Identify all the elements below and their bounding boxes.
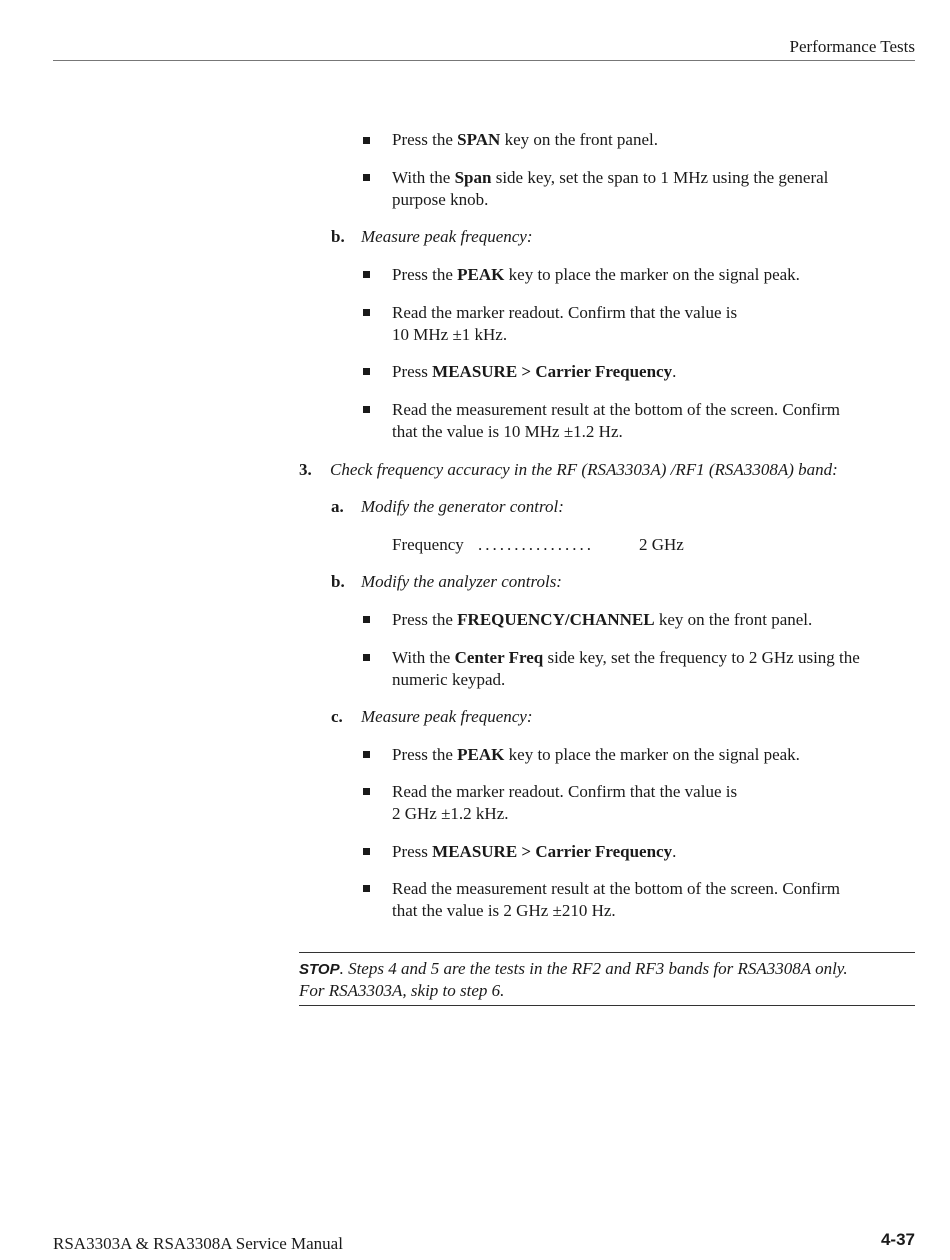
list-item-continuation: that the value is 2 GHz ±210 Hz. xyxy=(392,901,616,920)
header-rule xyxy=(53,60,915,61)
step-heading: Check frequency accuracy in the RF (RSA3303A) /RF1 (RSA3308A) band: xyxy=(330,460,838,479)
list-item: Read the marker readout. Confirm that the value is xyxy=(392,303,738,322)
substep-label: a. xyxy=(331,497,344,516)
list-item-continuation: that the value is 10 MHz ±1.2 Hz. xyxy=(392,422,623,441)
list-item-continuation: purpose knob. xyxy=(392,190,489,209)
stop-note-continuation: For RSA3303A, skip to step 6. xyxy=(299,981,505,1000)
bullet-icon xyxy=(363,788,370,795)
list-item: Press MEASURE > Carrier Frequency. xyxy=(392,842,677,861)
bullet-icon xyxy=(363,406,370,413)
substep-label: b. xyxy=(331,572,345,591)
substep-heading: Measure peak frequency: xyxy=(361,227,533,246)
stop-note: STOP. Steps 4 and 5 are the tests in the RF2 and RF3 bands for RSA3308A only. xyxy=(299,959,848,978)
bullet-icon xyxy=(363,174,370,181)
list-item-continuation: 10 MHz ±1 kHz. xyxy=(392,325,508,344)
bullet-icon xyxy=(363,309,370,316)
bullet-icon xyxy=(363,368,370,375)
substep-label: b. xyxy=(331,227,345,246)
bullet-icon xyxy=(363,654,370,661)
bullet-icon xyxy=(363,616,370,623)
running-header: Performance Tests xyxy=(789,37,915,56)
bullet-icon xyxy=(363,751,370,758)
substep-heading: Modify the generator control: xyxy=(361,497,564,516)
list-item: Read the measurement result at the bottom of the screen. Confirm xyxy=(392,400,841,419)
list-item: Press the SPAN key on the front panel. xyxy=(392,130,658,149)
list-item: With the Center Freq side key, set the frequency to 2 GHz using the xyxy=(392,648,860,667)
bullet-icon xyxy=(363,137,370,144)
list-item: Read the marker readout. Confirm that the value is xyxy=(392,782,738,801)
footer-manual-title: RSA3303A & RSA3308A Service Manual xyxy=(53,1234,343,1253)
substep-heading: Modify the analyzer controls: xyxy=(361,572,562,591)
leader-dots: ................ xyxy=(478,535,594,554)
list-item: Press the FREQUENCY/CHANNEL key on the front panel. xyxy=(392,610,813,629)
setting-value: 2 GHz xyxy=(639,535,684,554)
bullet-icon xyxy=(363,848,370,855)
bullet-icon xyxy=(363,885,370,892)
list-item: Press MEASURE > Carrier Frequency. xyxy=(392,362,677,381)
note-top-rule xyxy=(299,952,915,953)
page-number: 4-37 xyxy=(880,1230,915,1249)
list-item-continuation: numeric keypad. xyxy=(392,670,506,689)
note-bottom-rule xyxy=(299,1005,915,1006)
list-item-continuation: 2 GHz ±1.2 kHz. xyxy=(392,804,509,823)
substep-label: c. xyxy=(331,707,343,726)
setting-label: Frequency xyxy=(392,535,464,554)
step-number: 3. xyxy=(299,460,312,479)
substep-heading: Measure peak frequency: xyxy=(361,707,533,726)
list-item: Read the measurement result at the bottom of the screen. Confirm xyxy=(392,879,841,898)
bullet-icon xyxy=(363,271,370,278)
stop-keyword: STOP xyxy=(299,961,340,978)
list-item: Press the PEAK key to place the marker on the signal peak. xyxy=(392,265,800,284)
list-item: Press the PEAK key to place the marker on the signal peak. xyxy=(392,745,800,764)
list-item: With the Span side key, set the span to 1 MHz using the general xyxy=(392,168,829,187)
